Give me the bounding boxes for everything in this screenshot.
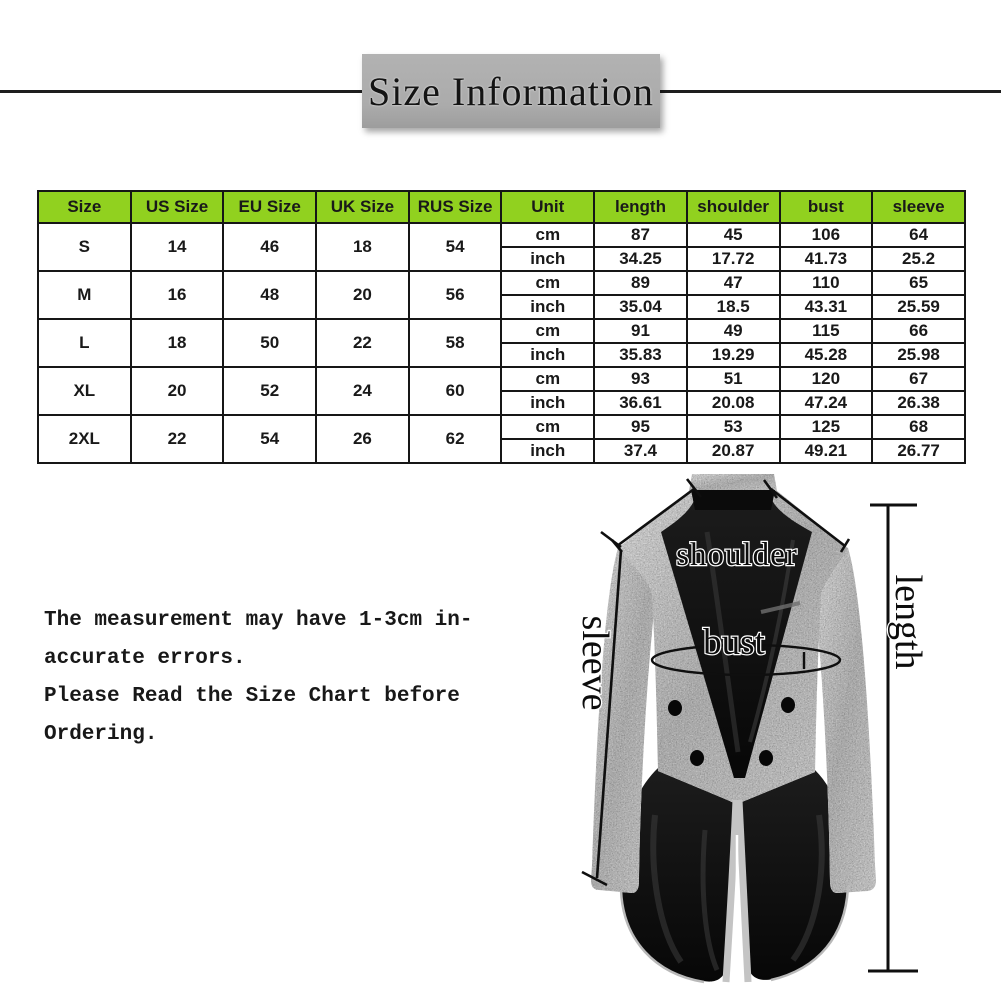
cell-us-size: 16: [131, 271, 224, 319]
cell-unit-inch: inch: [501, 391, 594, 415]
cell-measurement-inch: 47.24: [780, 391, 873, 415]
cell-eu-size: 54: [223, 415, 316, 463]
cell-size: XL: [38, 367, 131, 415]
cell-measurement-cm: 45: [687, 223, 780, 247]
cell-unit-cm: cm: [501, 319, 594, 343]
cell-measurement-cm: 106: [780, 223, 873, 247]
col-header-rus-size: RUS Size: [409, 191, 502, 223]
cell-measurement-inch: 26.77: [872, 439, 965, 463]
cell-rus-size: 60: [409, 367, 502, 415]
cell-measurement-inch: 41.73: [780, 247, 873, 271]
col-header-unit: Unit: [501, 191, 594, 223]
cell-measurement-inch: 35.04: [594, 295, 687, 319]
cell-measurement-cm: 91: [594, 319, 687, 343]
note-line-4: Ordering.: [44, 723, 158, 746]
cell-measurement-inch: 43.31: [780, 295, 873, 319]
cell-uk-size: 18: [316, 223, 409, 271]
button: [759, 750, 773, 766]
cell-measurement-inch: 19.29: [687, 343, 780, 367]
cell-uk-size: 22: [316, 319, 409, 367]
cell-measurement-inch: 35.83: [594, 343, 687, 367]
cell-measurement-cm: 47: [687, 271, 780, 295]
cell-measurement-cm: 67: [872, 367, 965, 391]
cell-size: L: [38, 319, 131, 367]
button: [668, 700, 682, 716]
col-header-length: length: [594, 191, 687, 223]
cell-measurement-inch: 26.38: [872, 391, 965, 415]
cell-measurement-cm: 66: [872, 319, 965, 343]
col-header-size: Size: [38, 191, 131, 223]
cell-measurement-inch: 25.59: [872, 295, 965, 319]
cell-measurement-inch: 45.28: [780, 343, 873, 367]
note-line-2: accurate errors.: [44, 647, 246, 670]
title-banner: [362, 54, 660, 128]
cell-measurement-inch: 34.25: [594, 247, 687, 271]
page-title: Size Information: [368, 68, 654, 114]
cell-us-size: 22: [131, 415, 224, 463]
cell-measurement-cm: 87: [594, 223, 687, 247]
cell-rus-size: 56: [409, 271, 502, 319]
cell-uk-size: 26: [316, 415, 409, 463]
cell-unit-inch: inch: [501, 295, 594, 319]
cell-measurement-cm: 68: [872, 415, 965, 439]
cell-measurement-cm: 115: [780, 319, 873, 343]
col-header-sleeve: sleeve: [872, 191, 965, 223]
measurement-note: [44, 602, 514, 754]
col-header-uk-size: UK Size: [316, 191, 409, 223]
cell-measurement-inch: 17.72: [687, 247, 780, 271]
cell-measurement-cm: 95: [594, 415, 687, 439]
cell-measurement-inch: 25.98: [872, 343, 965, 367]
table-row-2xl-cm: [38, 415, 965, 439]
garment-diagram: [555, 470, 1001, 1001]
cell-measurement-cm: 49: [687, 319, 780, 343]
cell-measurement-cm: 110: [780, 271, 873, 295]
cell-measurement-cm: 125: [780, 415, 873, 439]
size-table: [37, 190, 966, 464]
note-line-1: The measurement may have 1-3cm in-: [44, 609, 473, 632]
sleeve-label: sleeve: [574, 615, 616, 711]
bust-label: bust: [703, 622, 765, 663]
cell-eu-size: 52: [223, 367, 316, 415]
cell-uk-size: 24: [316, 367, 409, 415]
cell-measurement-cm: 65: [872, 271, 965, 295]
cell-measurement-inch: 36.61: [594, 391, 687, 415]
tailcoat-illustration: [555, 470, 1001, 1001]
cell-unit-inch: inch: [501, 343, 594, 367]
cell-unit-cm: cm: [501, 271, 594, 295]
cell-us-size: 20: [131, 367, 224, 415]
cell-size: M: [38, 271, 131, 319]
cell-eu-size: 50: [223, 319, 316, 367]
table-row-m-cm: [38, 271, 965, 295]
col-header-eu-size: EU Size: [223, 191, 316, 223]
collar-black: [691, 490, 775, 510]
cell-unit-inch: inch: [501, 439, 594, 463]
cell-size: S: [38, 223, 131, 271]
cell-measurement-inch: 20.87: [687, 439, 780, 463]
cell-rus-size: 58: [409, 319, 502, 367]
table-header-row: [38, 191, 965, 223]
cell-unit-cm: cm: [501, 367, 594, 391]
size-table-head: [38, 191, 965, 223]
cell-measurement-cm: 93: [594, 367, 687, 391]
size-table-body: [38, 223, 965, 463]
cell-rus-size: 54: [409, 223, 502, 271]
cell-rus-size: 62: [409, 415, 502, 463]
cell-measurement-cm: 64: [872, 223, 965, 247]
button: [690, 750, 704, 766]
cell-measurement-inch: 18.5: [687, 295, 780, 319]
cell-measurement-cm: 120: [780, 367, 873, 391]
col-header-shoulder: shoulder: [687, 191, 780, 223]
table-row-l-cm: [38, 319, 965, 343]
cell-measurement-cm: 53: [687, 415, 780, 439]
note-line-3: Please Read the Size Chart before: [44, 685, 460, 708]
shoulder-label: shoulder: [676, 537, 798, 573]
sleeve-tick-top: [601, 532, 621, 547]
cell-measurement-inch: 25.2: [872, 247, 965, 271]
cell-size: 2XL: [38, 415, 131, 463]
cell-unit-inch: inch: [501, 247, 594, 271]
table-row-s-cm: [38, 223, 965, 247]
col-header-us-size: US Size: [131, 191, 224, 223]
button: [781, 697, 795, 713]
cell-us-size: 14: [131, 223, 224, 271]
cell-eu-size: 48: [223, 271, 316, 319]
cell-uk-size: 20: [316, 271, 409, 319]
col-header-bust: bust: [780, 191, 873, 223]
table-row-xl-cm: [38, 367, 965, 391]
cell-measurement-inch: 37.4: [594, 439, 687, 463]
cell-measurement-cm: 51: [687, 367, 780, 391]
cell-unit-cm: cm: [501, 415, 594, 439]
cell-us-size: 18: [131, 319, 224, 367]
cell-measurement-inch: 49.21: [780, 439, 873, 463]
length-label: length: [887, 574, 929, 670]
cell-measurement-cm: 89: [594, 271, 687, 295]
cell-eu-size: 46: [223, 223, 316, 271]
cell-measurement-inch: 20.08: [687, 391, 780, 415]
cell-unit-cm: cm: [501, 223, 594, 247]
